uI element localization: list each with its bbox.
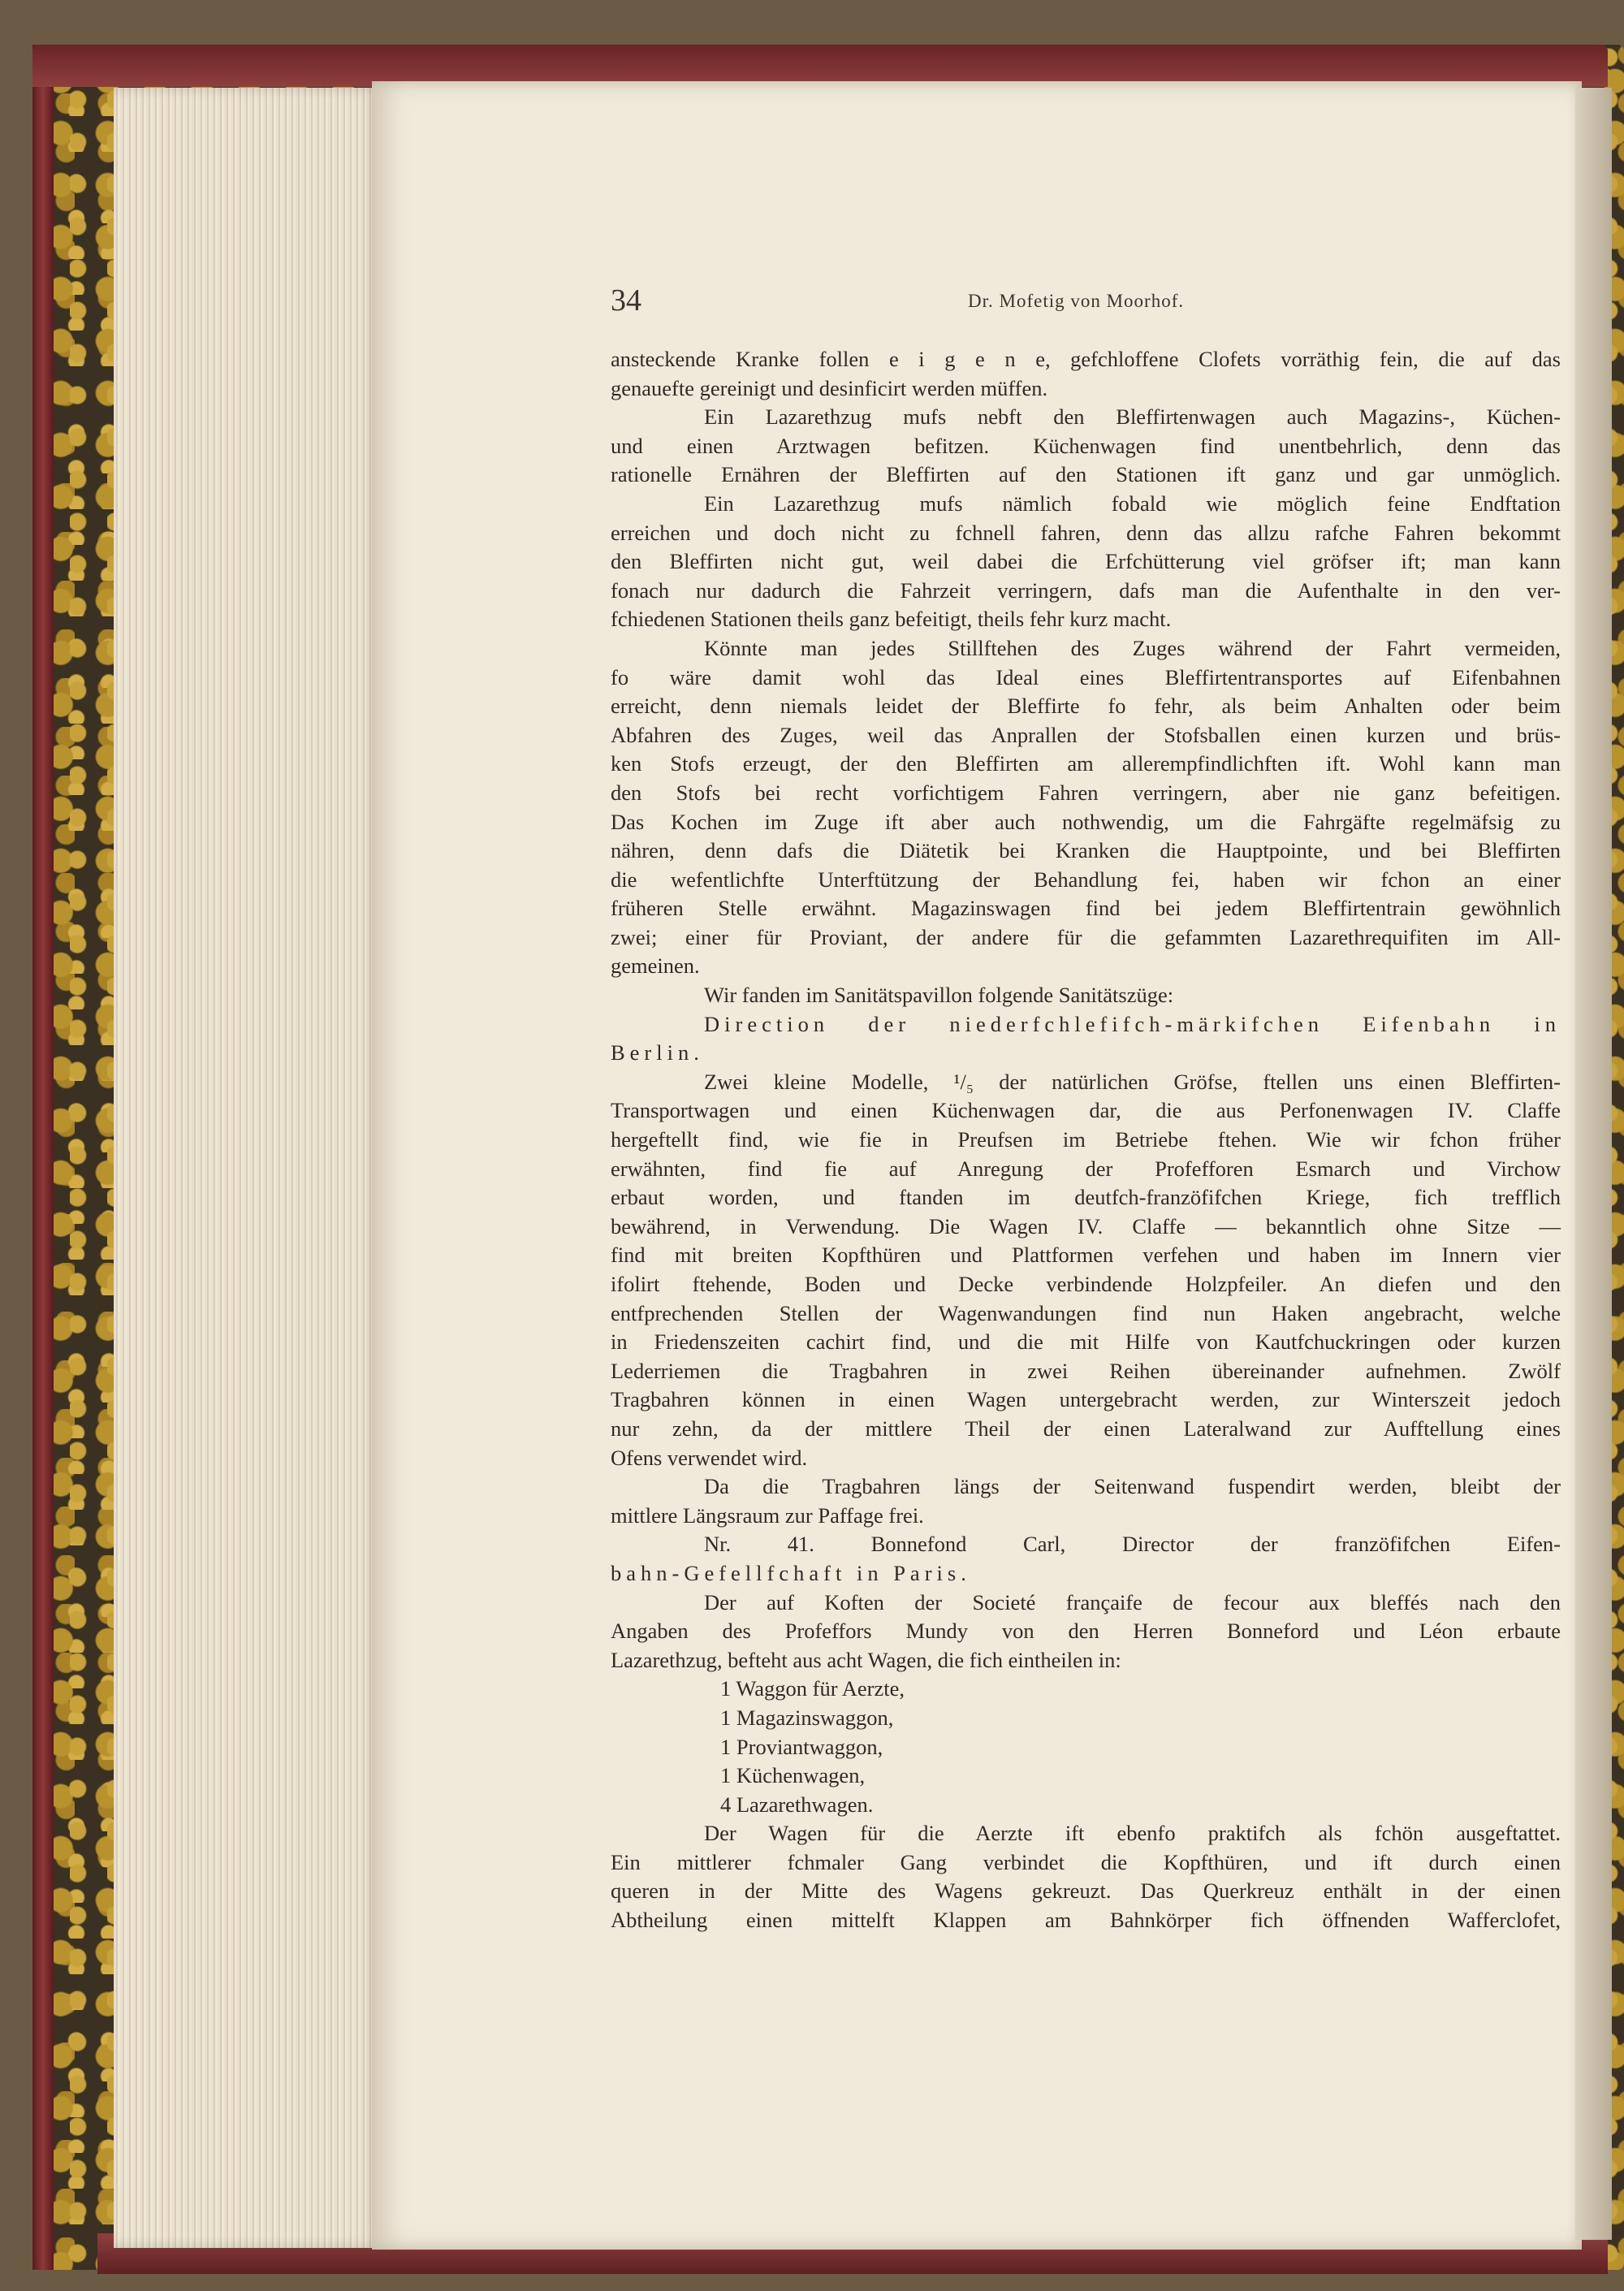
facing-page-edge <box>1575 88 1612 2240</box>
text-line: Ofens verwendet wird. <box>611 1445 808 1470</box>
text-line: früheren Stelle erwähnt. Magazinswagen find bei jedem Bleffirtentrain gewöhnlich <box>611 896 1561 921</box>
text-line: ifolirt ftehende, Boden und Decke verbindende Holzpfeiler. An diefen und den <box>611 1272 1561 1296</box>
text-line: queren in der Mitte des Wagens gekreuzt. Das Querkreuz enthält in der einen <box>611 1878 1561 1904</box>
text-line: fonach nur dadurch die Fahrzeit verringern, dafs man die Aufenthalte in den ver- <box>611 577 1561 603</box>
text-line: Transportwagen und einen Küchenwagen dar, die aus Perfonenwagen IV. Claffe <box>611 1098 1561 1123</box>
text-line: 1 Waggon für Aerzte, <box>720 1676 905 1701</box>
text-line: 1 Proviantwaggon, <box>720 1734 883 1759</box>
text-line: nähren, denn dafs die Diätetik bei Kranken die Hauptpointe, und bei Bleffirten <box>611 838 1561 863</box>
text-line: Ein mittlerer fchmaler Gang verbindet die Kopfthüren, und ift durch einen <box>611 1849 1561 1874</box>
text-line: erreicht, denn niemals leidet der Bleffirte fo fehr, als beim Anhalten oder beim <box>611 694 1561 719</box>
text-line: in Friedenszeiten cachirt find, und die mit Hilfe von Kautfchuckringen oder kurzen <box>611 1329 1561 1355</box>
text-line: ansteckende Kranke follen e i g e n e, gefchloffene Clofets vorräthig fein, die auf das <box>611 347 1561 371</box>
text-line: fchiedenen Stationen theils ganz befeitigt, theils fehr kurz macht. <box>611 607 1172 632</box>
text-line: Angaben des Profeffors Mundy von den Herren Bonneford und Léon erbaute <box>611 1619 1561 1644</box>
text-line: Lederriemen die Tragbahren in zwei Reihen übereinander aufnehmen. Zwölf <box>611 1358 1561 1383</box>
text-line: hergeftellt find, wie fie in Preufsen im Betriebe ftehen. Wie wir fchon früher <box>611 1127 1561 1152</box>
text-line: Der Wagen für die Aerzte ift ebenfo praktifch als fchön ausgeftattet. <box>704 1821 1561 1846</box>
text-line: zwei; einer für Proviant, der andere für die gefammten Lazarethrequifiten im All- <box>611 924 1561 949</box>
text-line: Berlin. <box>611 1040 704 1066</box>
text-line: Da die Tragbahren längs der Seitenwand fuspendirt werden, bleibt der <box>704 1474 1561 1499</box>
text-line: Lazarethzug, befteht aus acht Wagen, die fich eintheilen in: <box>611 1647 1121 1672</box>
text-line: Tragbahren können in einen Wagen untergebracht werden, zur Winterszeit jedoch <box>611 1387 1561 1412</box>
text-line: Abfahren des Zuges, weil das Anprallen der Stofsballen einen kurzen und brüs- <box>611 722 1561 747</box>
text-line: 4 Lazarethwagen. <box>720 1792 874 1817</box>
text-line: die wefentlichfte Unterftützung der Behandlung fei, haben wir fchon an einer <box>611 867 1561 892</box>
text-line: Zwei kleine Modelle, ¹/₅ der natürlichen Gröfse, ftellen uns einen Bleffirten- <box>704 1069 1561 1094</box>
text-line: Wir fanden im Sanitätspavillon folgende Sanitätszüge: <box>704 983 1174 1008</box>
text-line: rationelle Ernähren der Bleffirten auf den Stationen ift ganz und gar unmöglich. <box>611 462 1561 487</box>
page-header <box>611 283 1585 323</box>
text-line: genauefte gereinigt und desinficirt werden müffen. <box>611 375 1048 400</box>
text-line: erwähnten, find fie auf Anregung der Profefforen Esmarch und Virchow <box>611 1156 1561 1181</box>
text-line: 1 Küchenwagen, <box>720 1763 866 1788</box>
running-head: Dr. Mofetig von Moorhof. <box>968 291 1185 311</box>
text-line: fo wäre damit wohl das Ideal eines Bleffirtentransportes auf Eifenbahnen <box>611 664 1561 689</box>
text-line: erbaut worden, und ftanden im deutfch-franzöfifchen Kriege, fich trefflich <box>611 1185 1561 1210</box>
text-line: entfprechenden Stellen der Wagenwandungen find nun Haken angebracht, welche <box>611 1300 1561 1325</box>
text-line: mittlere Längsraum zur Paffage frei. <box>611 1502 924 1528</box>
text-line: bahn-Gefellfchaft in Paris. <box>611 1560 971 1585</box>
text-line: ken Stofs erzeugt, der den Bleffirten am allerempfindlichften ift. Wohl kann man <box>611 751 1561 776</box>
text-line: und einen Arztwagen befitzen. Küchenwagen find unentbehrlich, denn das <box>611 433 1561 458</box>
text-line: Ein Lazarethzug mufs nämlich fobald wie möglich feine Endftation <box>704 491 1561 516</box>
body-text <box>611 345 1561 1935</box>
text-line: Könnte man jedes Stillftehen des Zuges während der Fahrt vermeiden, <box>704 635 1561 660</box>
book-spine-edge <box>32 45 54 2270</box>
text-line: Abtheilung einen mittelft Klappen am Bahnkörper fich öffnenden Wafferclofet, <box>611 1908 1561 1933</box>
page-stack <box>114 88 382 2248</box>
text-line: Nr. 41. Bonnefond Carl, Director der franzöfifchen Eifen- <box>704 1532 1561 1557</box>
text-line: erreichen und doch nicht zu fchnell fahren, denn das allzu rafche Fahren bekommt <box>611 520 1561 545</box>
text-line: 1 Magazinswaggon, <box>720 1705 894 1730</box>
text-line: den Bleffirten nicht gut, weil dabei die Erfchütterung viel gröfser ift; man kann <box>611 549 1561 574</box>
page-number: 34 <box>611 283 641 318</box>
text-line: Direction der niederfchlefifch-märkifchen Eifenbahn in <box>704 1011 1561 1036</box>
text-line: gemeinen. <box>611 953 700 979</box>
text-line: bewährend, in Verwendung. Die Wagen IV. Claffe — bekanntlich ohne Sitze — <box>611 1213 1561 1238</box>
text-line: Das Kochen im Zuge ift aber auch nothwendig, um die Fahrgäfte regelmäfsig zu <box>611 809 1561 834</box>
text-line: nur zehn, da der mittlere Theil der einen Lateralwand zur Aufftellung eines <box>611 1416 1561 1441</box>
text-line: Der auf Koften der Societé françaife de fecour aux bleffés nach den <box>704 1589 1561 1615</box>
text-line: Ein Lazarethzug mufs nebft den Bleffirtenwagen auch Magazins-, Küchen- <box>704 404 1561 430</box>
text-line: den Stofs bei recht vorfichtigem Fahren verringern, aber nie ganz befeitigen. <box>611 780 1561 805</box>
text-line: find mit breiten Kopfthüren und Plattformen verfehen und haben im Innern vier <box>611 1243 1561 1268</box>
